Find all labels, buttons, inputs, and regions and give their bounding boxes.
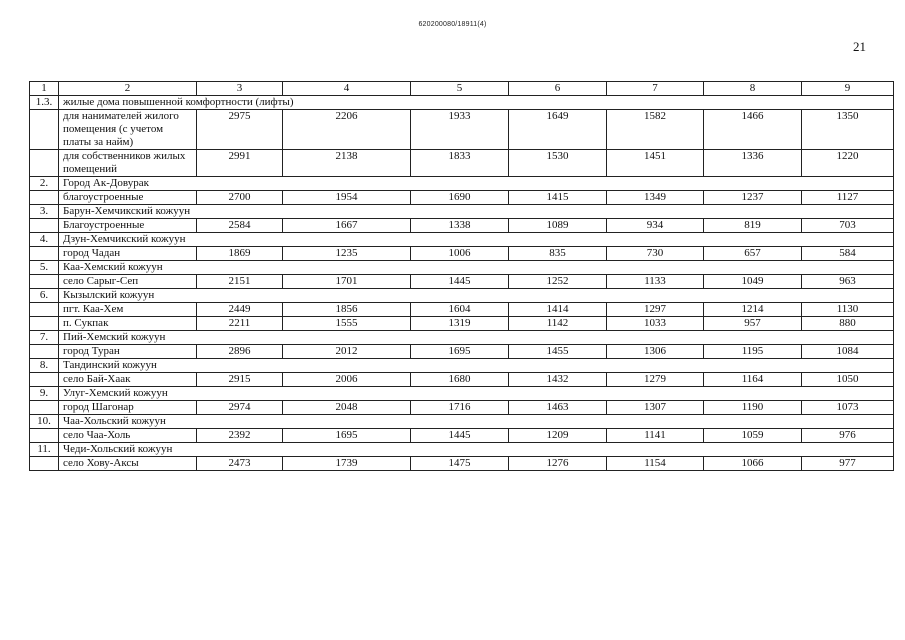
value-cell: 1350 — [802, 110, 894, 150]
value-cell: 2206 — [283, 110, 411, 150]
value-cell: 1306 — [607, 345, 704, 359]
section-title: Каа-Хемский кожуун — [59, 261, 894, 275]
table-row — [30, 219, 894, 233]
row-name: город Шагонар — [59, 401, 197, 415]
value-cell: 1555 — [283, 317, 411, 331]
empty-number-cell — [30, 373, 59, 387]
section-row — [30, 205, 894, 219]
value-cell: 1739 — [283, 457, 411, 471]
value-cell: 657 — [704, 247, 802, 261]
empty-number-cell — [30, 303, 59, 317]
tariff-table — [29, 81, 894, 471]
value-cell: 1349 — [607, 191, 704, 205]
empty-number-cell — [30, 275, 59, 289]
value-cell: 1338 — [411, 219, 509, 233]
value-cell: 1869 — [197, 247, 283, 261]
section-title: Город Ак-Довурак — [59, 177, 894, 191]
value-cell: 1856 — [283, 303, 411, 317]
section-number: 9. — [30, 387, 59, 401]
table-row — [30, 373, 894, 387]
section-row — [30, 233, 894, 247]
value-cell: 1649 — [509, 110, 607, 150]
empty-number-cell — [30, 110, 59, 150]
value-cell: 1190 — [704, 401, 802, 415]
section-number: 5. — [30, 261, 59, 275]
value-cell: 1220 — [802, 150, 894, 177]
value-cell: 1089 — [509, 219, 607, 233]
value-cell: 1237 — [704, 191, 802, 205]
value-cell: 1680 — [411, 373, 509, 387]
value-cell: 835 — [509, 247, 607, 261]
value-cell: 976 — [802, 429, 894, 443]
value-cell: 1133 — [607, 275, 704, 289]
table-row — [30, 345, 894, 359]
value-cell: 1701 — [283, 275, 411, 289]
section-title: Улуг-Хемский кожуун — [59, 387, 894, 401]
header-cell: 1 — [30, 82, 59, 96]
value-cell: 1276 — [509, 457, 607, 471]
value-cell: 1130 — [802, 303, 894, 317]
value-cell: 1451 — [607, 150, 704, 177]
value-cell: 1142 — [509, 317, 607, 331]
value-cell: 880 — [802, 317, 894, 331]
value-cell: 2975 — [197, 110, 283, 150]
section-number: 8. — [30, 359, 59, 373]
value-cell: 2473 — [197, 457, 283, 471]
value-cell: 1463 — [509, 401, 607, 415]
value-cell: 1307 — [607, 401, 704, 415]
section-title: Тандинский кожуун — [59, 359, 894, 373]
table-row — [30, 247, 894, 261]
value-cell: 1667 — [283, 219, 411, 233]
row-name: благоустроенные — [59, 191, 197, 205]
header-cell: 6 — [509, 82, 607, 96]
header-cell: 5 — [411, 82, 509, 96]
table-row — [30, 275, 894, 289]
table-body — [30, 82, 894, 471]
row-name: город Туран — [59, 345, 197, 359]
section-row — [30, 387, 894, 401]
section-title: жилые дома повышенной комфортности (лифты) — [59, 96, 894, 110]
section-number: 10. — [30, 415, 59, 429]
section-number: 1.3. — [30, 96, 59, 110]
section-row — [30, 415, 894, 429]
value-cell: 1059 — [704, 429, 802, 443]
header-cell: 7 — [607, 82, 704, 96]
document-code: 620200080/18911(4) — [418, 21, 487, 28]
value-cell: 2006 — [283, 373, 411, 387]
table-row — [30, 303, 894, 317]
value-cell: 1695 — [283, 429, 411, 443]
value-cell: 1695 — [411, 345, 509, 359]
row-name: село Хову-Аксы — [59, 457, 197, 471]
table-row — [30, 317, 894, 331]
value-cell: 2151 — [197, 275, 283, 289]
header-cell: 9 — [802, 82, 894, 96]
table-row — [30, 401, 894, 415]
value-cell: 1530 — [509, 150, 607, 177]
value-cell: 2974 — [197, 401, 283, 415]
empty-number-cell — [30, 345, 59, 359]
empty-number-cell — [30, 317, 59, 331]
value-cell: 963 — [802, 275, 894, 289]
header-cell: 2 — [59, 82, 197, 96]
value-cell: 2211 — [197, 317, 283, 331]
section-row — [30, 331, 894, 345]
section-row — [30, 96, 894, 110]
value-cell: 2915 — [197, 373, 283, 387]
value-cell: 1475 — [411, 457, 509, 471]
table-header-row — [30, 82, 894, 96]
value-cell: 1455 — [509, 345, 607, 359]
section-number: 7. — [30, 331, 59, 345]
value-cell: 2012 — [283, 345, 411, 359]
value-cell: 1033 — [607, 317, 704, 331]
row-name: для собственников жилых помещений — [59, 150, 197, 177]
section-number: 11. — [30, 443, 59, 457]
empty-number-cell — [30, 219, 59, 233]
value-cell: 703 — [802, 219, 894, 233]
section-title: Чеди-Хольский кожуун — [59, 443, 894, 457]
value-cell: 1141 — [607, 429, 704, 443]
empty-number-cell — [30, 401, 59, 415]
row-name: село Бай-Хаак — [59, 373, 197, 387]
table-row — [30, 110, 894, 150]
section-row — [30, 289, 894, 303]
section-row — [30, 443, 894, 457]
value-cell: 730 — [607, 247, 704, 261]
row-name: село Чаа-Холь — [59, 429, 197, 443]
section-number: 4. — [30, 233, 59, 247]
value-cell: 1006 — [411, 247, 509, 261]
section-row — [30, 177, 894, 191]
value-cell: 1164 — [704, 373, 802, 387]
value-cell: 2048 — [283, 401, 411, 415]
section-title: Чаа-Хольский кожуун — [59, 415, 894, 429]
value-cell: 1127 — [802, 191, 894, 205]
page-number: 21 — [853, 39, 866, 54]
empty-number-cell — [30, 457, 59, 471]
section-title: Пий-Хемский кожуун — [59, 331, 894, 345]
value-cell: 2700 — [197, 191, 283, 205]
value-cell: 2138 — [283, 150, 411, 177]
value-cell: 1833 — [411, 150, 509, 177]
table-row — [30, 150, 894, 177]
empty-number-cell — [30, 247, 59, 261]
value-cell: 1066 — [704, 457, 802, 471]
value-cell: 934 — [607, 219, 704, 233]
value-cell: 1445 — [411, 275, 509, 289]
empty-number-cell — [30, 191, 59, 205]
value-cell: 1084 — [802, 345, 894, 359]
row-name: пгт. Каа-Хем — [59, 303, 197, 317]
empty-number-cell — [30, 429, 59, 443]
value-cell: 1415 — [509, 191, 607, 205]
value-cell: 2991 — [197, 150, 283, 177]
value-cell: 1445 — [411, 429, 509, 443]
value-cell: 1319 — [411, 317, 509, 331]
row-name: для нанимателей жилого помещения (с учетом платы за найм) — [59, 110, 197, 150]
header-cell: 3 — [197, 82, 283, 96]
empty-number-cell — [30, 150, 59, 177]
value-cell: 1336 — [704, 150, 802, 177]
header-cell: 4 — [283, 82, 411, 96]
value-cell: 1235 — [283, 247, 411, 261]
row-name: город Чадан — [59, 247, 197, 261]
value-cell: 2449 — [197, 303, 283, 317]
value-cell: 1933 — [411, 110, 509, 150]
value-cell: 1214 — [704, 303, 802, 317]
row-name: п. Сукпак — [59, 317, 197, 331]
section-title: Дзун-Хемчикский кожуун — [59, 233, 894, 247]
row-name: село Сарыг-Сеп — [59, 275, 197, 289]
value-cell: 1050 — [802, 373, 894, 387]
value-cell: 1432 — [509, 373, 607, 387]
value-cell: 1954 — [283, 191, 411, 205]
value-cell: 1195 — [704, 345, 802, 359]
value-cell: 1414 — [509, 303, 607, 317]
value-cell: 977 — [802, 457, 894, 471]
section-title: Кызылский кожуун — [59, 289, 894, 303]
value-cell: 1604 — [411, 303, 509, 317]
value-cell: 1690 — [411, 191, 509, 205]
value-cell: 2896 — [197, 345, 283, 359]
header-cell: 8 — [704, 82, 802, 96]
section-number: 6. — [30, 289, 59, 303]
value-cell: 1466 — [704, 110, 802, 150]
value-cell: 1297 — [607, 303, 704, 317]
row-name: Благоустроенные — [59, 219, 197, 233]
value-cell: 1049 — [704, 275, 802, 289]
section-row — [30, 261, 894, 275]
table-row — [30, 429, 894, 443]
value-cell: 1716 — [411, 401, 509, 415]
section-number: 3. — [30, 205, 59, 219]
value-cell: 584 — [802, 247, 894, 261]
value-cell: 1279 — [607, 373, 704, 387]
value-cell: 819 — [704, 219, 802, 233]
section-row — [30, 359, 894, 373]
table-row — [30, 457, 894, 471]
value-cell: 957 — [704, 317, 802, 331]
value-cell: 1582 — [607, 110, 704, 150]
table-row — [30, 191, 894, 205]
value-cell: 2392 — [197, 429, 283, 443]
value-cell: 1154 — [607, 457, 704, 471]
section-title: Барун-Хемчикский кожуун — [59, 205, 894, 219]
section-number: 2. — [30, 177, 59, 191]
value-cell: 1252 — [509, 275, 607, 289]
value-cell: 1209 — [509, 429, 607, 443]
value-cell: 2584 — [197, 219, 283, 233]
value-cell: 1073 — [802, 401, 894, 415]
